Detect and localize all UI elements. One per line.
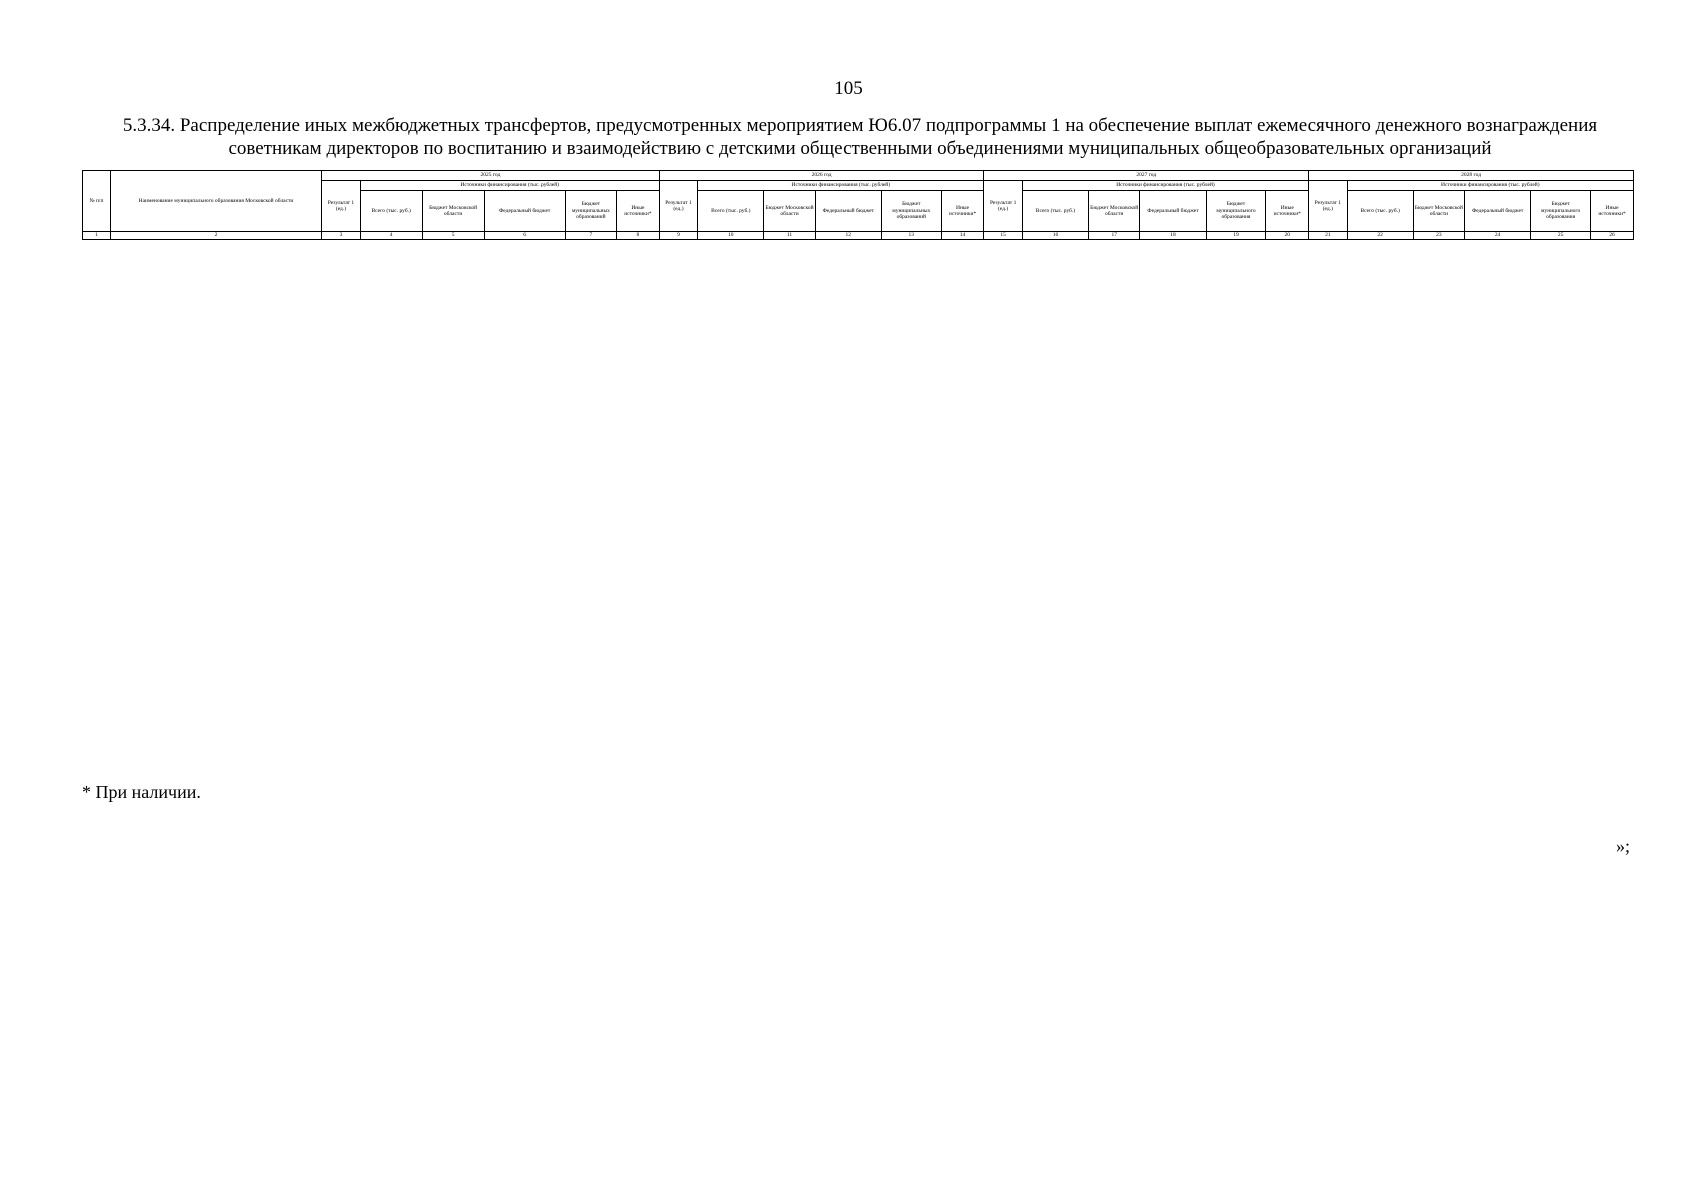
header-federal: Федеральный бюджет bbox=[1465, 191, 1531, 232]
column-number: 3 bbox=[322, 232, 360, 240]
column-number: 23 bbox=[1413, 232, 1464, 240]
header-result: Результат 1 (ед.) bbox=[1309, 181, 1347, 232]
column-number: 24 bbox=[1465, 232, 1531, 240]
column-number: 19 bbox=[1206, 232, 1266, 240]
header-other: Иные источники* bbox=[617, 191, 660, 232]
column-number: 26 bbox=[1591, 232, 1634, 240]
column-number: 11 bbox=[764, 232, 815, 240]
header-municipal: Бюджет муниципальных образований bbox=[565, 191, 616, 232]
column-number-row bbox=[83, 232, 1634, 240]
header-result: Результат 1 (ед.) bbox=[322, 181, 360, 232]
header-year: 2028 год bbox=[1309, 171, 1634, 181]
header-other: Иные источники* bbox=[941, 191, 984, 232]
header-other: Иные источники* bbox=[1591, 191, 1634, 232]
column-number: 18 bbox=[1140, 232, 1206, 240]
header-year: 2027 год bbox=[984, 171, 1309, 181]
header-municipal: Бюджет муниципального образования bbox=[1531, 191, 1591, 232]
header-sources: Источники финансирования (тыс. рублей) bbox=[698, 181, 984, 191]
column-number: 1 bbox=[83, 232, 111, 240]
header-row-years bbox=[83, 171, 1634, 181]
column-number: 13 bbox=[881, 232, 941, 240]
closing-quote: »; bbox=[1616, 836, 1631, 856]
column-number: 4 bbox=[360, 232, 422, 240]
column-number: 6 bbox=[484, 232, 565, 240]
column-number: 7 bbox=[565, 232, 616, 240]
column-number: 5 bbox=[422, 232, 484, 240]
footnote: * При наличии. bbox=[82, 782, 201, 802]
header-total: Всего (тыс. руб.) bbox=[1347, 191, 1413, 232]
header-year: 2026 год bbox=[659, 171, 984, 181]
header-federal: Федеральный бюджет bbox=[815, 191, 881, 232]
header-regional: Бюджет Московской области bbox=[1089, 191, 1140, 232]
column-number: 8 bbox=[617, 232, 660, 240]
column-number: 12 bbox=[815, 232, 881, 240]
header-regional: Бюджет Московской области bbox=[764, 191, 815, 232]
header-other: Иные источники* bbox=[1266, 191, 1309, 232]
column-number: 14 bbox=[941, 232, 984, 240]
column-number: 20 bbox=[1266, 232, 1309, 240]
column-number: 9 bbox=[659, 232, 697, 240]
header-total: Всего (тыс. руб.) bbox=[360, 191, 422, 232]
header-regional: Бюджет Московской области bbox=[1413, 191, 1464, 232]
header-municipal: Бюджет муниципальных образований bbox=[881, 191, 941, 232]
column-number: 16 bbox=[1022, 232, 1088, 240]
column-number: 10 bbox=[698, 232, 764, 240]
column-number: 25 bbox=[1531, 232, 1591, 240]
column-number: 22 bbox=[1347, 232, 1413, 240]
header-sources: Источники финансирования (тыс. рублей) bbox=[360, 181, 659, 191]
header-total: Всего (тыс. руб.) bbox=[698, 191, 764, 232]
column-number: 21 bbox=[1309, 232, 1347, 240]
header-year: 2025 год bbox=[322, 171, 659, 181]
column-number: 2 bbox=[110, 232, 321, 240]
header-no: № п/п bbox=[83, 171, 111, 232]
column-number: 17 bbox=[1089, 232, 1140, 240]
header-federal: Федеральный бюджет bbox=[1140, 191, 1206, 232]
header-result: Результат 1 (ед.) bbox=[984, 181, 1022, 232]
distribution-table bbox=[82, 170, 1634, 240]
header-municipality: Наименование муниципального образования Московской области bbox=[110, 171, 321, 232]
document-title: 5.3.34. Распределение иных межбюджетных трансфертов, предусмотренных мероприятием Ю6.07 подпрограммы 1 на обеспечение выплат ежемесячного денежного вознаграждения советникам директоров по воспитанию и взаимодействию с детскими общественными объединениями муниципальных общеобразовательных организаций bbox=[122, 115, 1598, 159]
header-regional: Бюджет Московской области bbox=[422, 191, 484, 232]
header-result: Результат 1 (ед.) bbox=[659, 181, 697, 232]
distribution-table-wrapper bbox=[82, 170, 1634, 240]
page-number: 105 bbox=[834, 78, 863, 99]
header-municipal: Бюджет муниципального образования bbox=[1206, 191, 1266, 232]
column-number: 15 bbox=[984, 232, 1022, 240]
header-total: Всего (тыс. руб.) bbox=[1022, 191, 1088, 232]
header-federal: Федеральный бюджет bbox=[484, 191, 565, 232]
header-sources: Источники финансирования (тыс. рублей) bbox=[1022, 181, 1308, 191]
header-sources: Источники финансирования (тыс. рублей) bbox=[1347, 181, 1633, 191]
